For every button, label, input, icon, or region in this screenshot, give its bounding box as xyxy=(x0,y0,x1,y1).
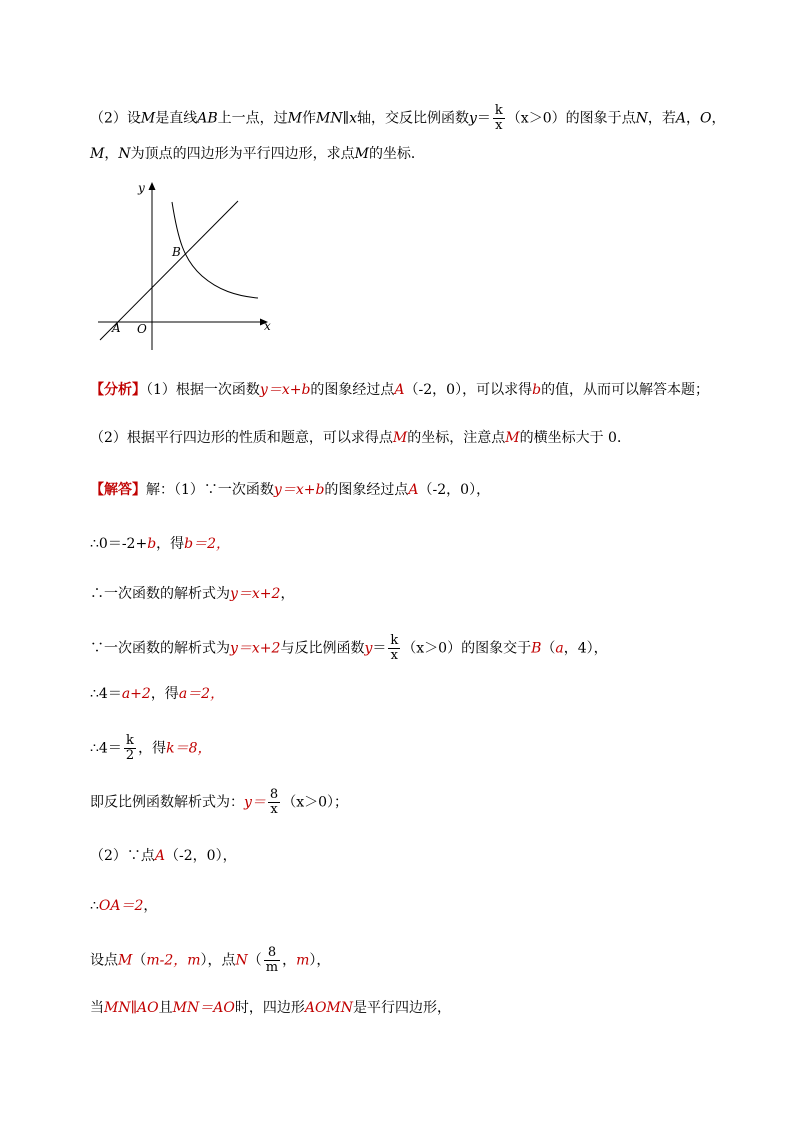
answer-line-3 xyxy=(90,584,294,604)
text: ∵一次函数的解析式为 xyxy=(90,640,230,657)
line-AB xyxy=(100,201,238,340)
var-A: A xyxy=(394,382,405,398)
text: 且 xyxy=(158,1000,173,1016)
numerator: 8 xyxy=(264,946,280,961)
result: b＝2， xyxy=(184,536,231,552)
denominator: x xyxy=(270,802,278,817)
text: ， xyxy=(143,898,158,914)
var-B: B xyxy=(531,640,542,657)
text: ， xyxy=(685,110,700,127)
equation: y＝ xyxy=(244,794,266,811)
answer-line-11 xyxy=(90,998,451,1018)
var-x: x xyxy=(349,110,357,127)
text: ， xyxy=(104,146,119,162)
text: ∴4＝ xyxy=(90,740,122,757)
quadrilateral-name: AOMN xyxy=(304,1000,354,1016)
var-b: b xyxy=(532,382,542,398)
text: 的图象经过点 xyxy=(324,482,409,498)
equals: ＝ xyxy=(476,110,491,127)
point-A-label: A xyxy=(112,321,121,335)
text: 当 xyxy=(90,1000,104,1016)
text: （ xyxy=(132,952,147,969)
var-AB: AB xyxy=(197,110,218,127)
text: （2）根据平行四边形的性质和题意，可以求得点 xyxy=(90,430,393,446)
text: （2）设 xyxy=(90,110,141,127)
result: a＝2， xyxy=(178,686,225,702)
text: 上一点，过 xyxy=(217,110,288,127)
text: 是平行四边形， xyxy=(353,1000,452,1016)
text: 是直线 xyxy=(155,110,198,127)
var-M: M xyxy=(118,952,133,969)
text: （-2，0）， xyxy=(418,482,491,498)
equals: ＝ xyxy=(372,640,387,657)
text: ， xyxy=(282,952,297,969)
equation: a+2 xyxy=(121,686,151,702)
analysis-tag: 【分析】 xyxy=(90,382,146,398)
var-M: M xyxy=(505,430,520,446)
text: （-2，0）， xyxy=(165,848,237,864)
equation: y＝x+b xyxy=(259,382,311,398)
equation: y＝x+2 xyxy=(230,586,281,602)
equation: y＝x+b xyxy=(273,482,325,498)
text: 的坐标． xyxy=(368,146,425,162)
var-MN: MN xyxy=(316,110,343,127)
fraction-k-over-x xyxy=(493,104,505,133)
text: （2）∵点 xyxy=(90,848,155,864)
x-axis-label: x xyxy=(264,319,271,333)
equation: y＝x+2 xyxy=(230,640,281,657)
answer-line-8 xyxy=(90,846,237,866)
var-M: M xyxy=(392,430,408,446)
var-O: O xyxy=(699,110,712,127)
denominator: x xyxy=(495,118,503,133)
text: ， xyxy=(280,586,295,602)
answer-line-10 xyxy=(90,946,330,975)
text: （ xyxy=(247,952,262,969)
text: （x＞0）的图象于点 xyxy=(506,110,636,127)
coords: m-2，m xyxy=(146,952,201,969)
text: （x＞0）的图象交于 xyxy=(402,640,532,657)
analysis-line-1 xyxy=(90,380,709,400)
problem-line-2 xyxy=(90,144,425,164)
numerator: k xyxy=(124,734,136,749)
numerator: 8 xyxy=(269,787,279,802)
condition: MN＝AO xyxy=(172,1000,235,1016)
var-m: m xyxy=(296,952,310,969)
text: ，得 xyxy=(150,686,179,702)
analysis-line-2 xyxy=(90,428,631,448)
var-N: N xyxy=(235,952,248,969)
answer-line-1 xyxy=(90,480,490,500)
text: ）， xyxy=(309,952,331,969)
denominator: 2 xyxy=(125,748,135,763)
var-M: M xyxy=(287,110,303,127)
fraction-8-over-x xyxy=(268,788,280,817)
text: ， xyxy=(711,110,726,127)
var-N: N xyxy=(118,146,131,162)
text: 轴，交反比例函数 xyxy=(356,110,469,127)
text: （ xyxy=(541,640,556,657)
equation: OA＝2 xyxy=(98,898,144,914)
text: 与反比例函数 xyxy=(280,640,365,657)
var-A: A xyxy=(154,848,166,864)
var-A: A xyxy=(675,110,686,127)
text: 的横坐标大于 0． xyxy=(519,430,631,446)
fraction-k-over-2 xyxy=(124,734,136,763)
point-B-label: B xyxy=(172,245,181,259)
answer-line-4 xyxy=(90,634,608,663)
denominator: x xyxy=(390,648,398,663)
answer-line-7 xyxy=(90,788,348,817)
text: 的图象经过点 xyxy=(310,382,395,398)
text: ，4）， xyxy=(563,640,608,657)
parallel-symbol: ∥ xyxy=(342,110,350,127)
denominator: m xyxy=(265,960,279,975)
var-y: y xyxy=(468,110,477,127)
var-M: M xyxy=(90,146,105,162)
answer-tag: 【解答】 xyxy=(90,482,146,498)
var-y: y xyxy=(364,640,373,657)
text: 为顶点的四边形为平行四边形，求点 xyxy=(130,146,355,162)
result: k＝8， xyxy=(166,740,212,757)
answer-line-5 xyxy=(90,684,224,704)
origin-O-label: O xyxy=(137,322,147,336)
text: ，得 xyxy=(156,536,185,552)
text: ，若 xyxy=(647,110,676,127)
var-M: M xyxy=(140,110,156,127)
text: ∴4＝ xyxy=(90,686,122,702)
var-a: a xyxy=(555,640,564,657)
text: 即反比例函数解析式为： xyxy=(90,794,244,811)
hyperbola-curve xyxy=(172,202,258,298)
fraction-8-over-m xyxy=(264,946,280,975)
problem-line-1 xyxy=(90,104,725,133)
var-b: b xyxy=(147,536,157,552)
answer-line-2 xyxy=(90,534,230,554)
y-axis-label: y xyxy=(138,181,145,195)
numerator: k xyxy=(390,633,399,648)
text: 作 xyxy=(302,110,317,127)
text: ∴一次函数的解析式为 xyxy=(90,586,230,602)
text: ∴ xyxy=(90,898,99,914)
condition: MN∥AO xyxy=(104,1000,159,1016)
text: （x＞0）； xyxy=(282,794,349,811)
text: （-2，0），可以求得 xyxy=(404,382,533,398)
text: 的值，从而可以解答本题； xyxy=(541,382,710,398)
numerator: k xyxy=(494,103,503,118)
text: 时，四边形 xyxy=(234,1000,305,1016)
text: 的坐标，注意点 xyxy=(407,430,506,446)
text: 解：（1）∵一次函数 xyxy=(146,482,274,498)
answer-line-9 xyxy=(90,896,157,916)
var-M: M xyxy=(354,146,369,162)
fraction-k-over-x xyxy=(388,634,400,663)
function-graph xyxy=(92,178,282,353)
y-axis-arrow xyxy=(149,182,156,190)
text: （1）根据一次函数 xyxy=(146,382,260,398)
text: 设点 xyxy=(90,952,118,969)
var-N: N xyxy=(635,110,648,127)
var-A: A xyxy=(408,482,419,498)
text: ∴0＝-2+ xyxy=(90,536,148,552)
text: ，得 xyxy=(138,740,167,757)
text: ），点 xyxy=(200,952,236,969)
answer-line-6 xyxy=(90,734,212,763)
